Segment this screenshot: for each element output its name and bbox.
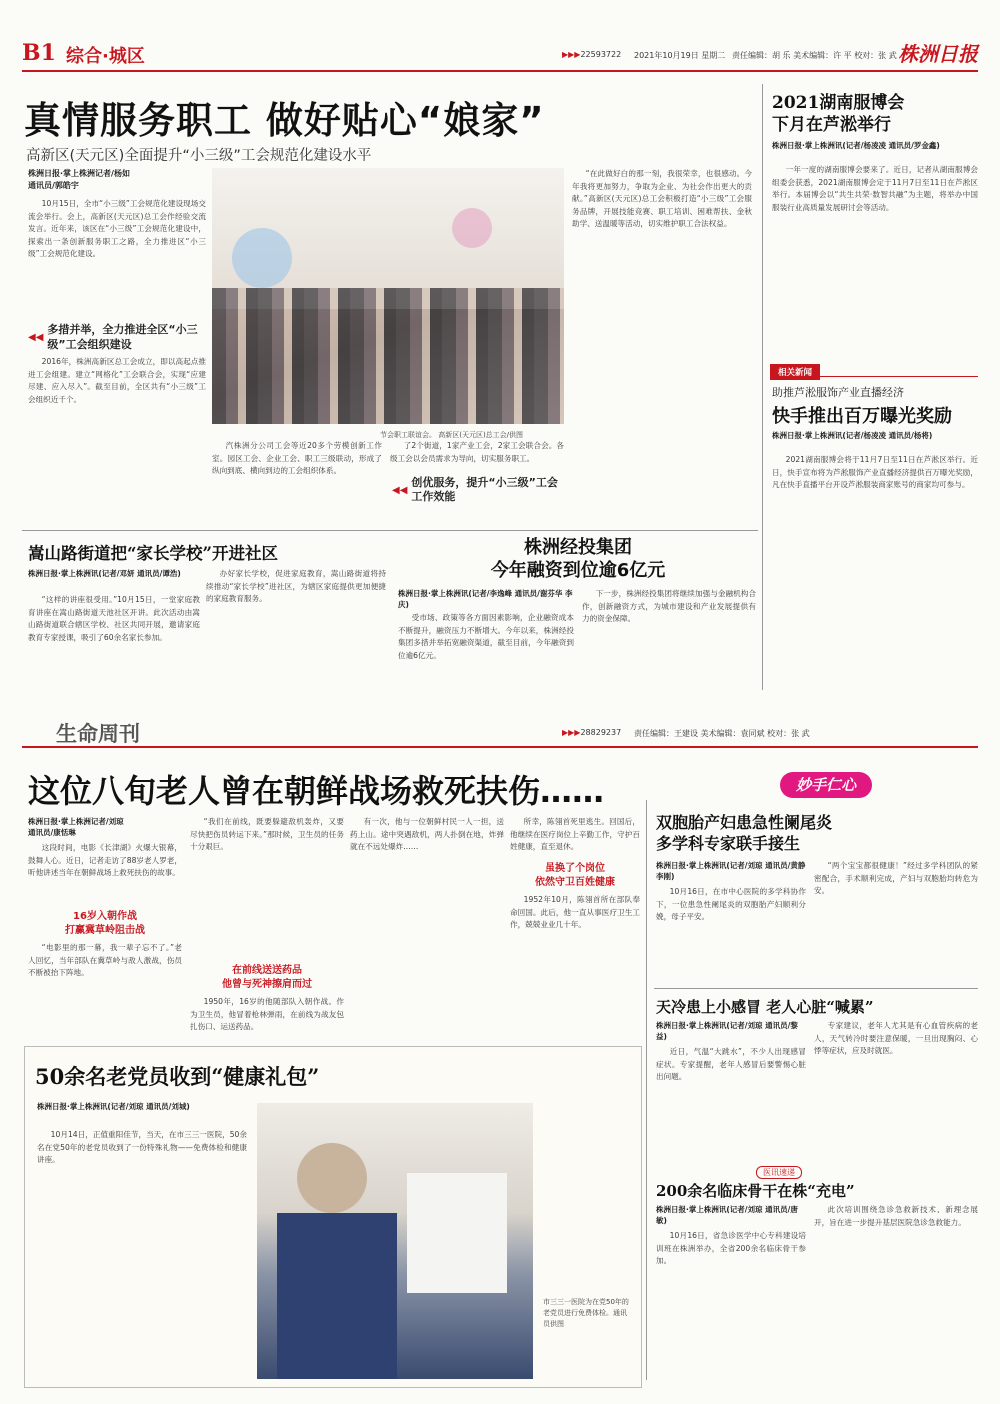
- twins-headline: 双胞胎产妇患急性阑尾炎 多学科专家联手接生: [656, 813, 833, 853]
- arrow-icon: ◀◀: [392, 484, 408, 496]
- life-col-2b: 1950年，16岁的他随部队入朝作战。作为卫生员，他冒着枪林弹雨，在前线为战友包扎伤口、运送药品。: [190, 997, 344, 1032]
- life-col-4: 所幸，陈翎首死里逃生。回国后，他继续在医疗岗位上辛勤工作，守护百姓健康，直至退休。: [510, 817, 640, 852]
- related-kicker: 助推芦淞服饰产业直播经济: [772, 386, 904, 399]
- boai-headline: 2021湖南服博会 下月在芦淞举行: [772, 93, 905, 135]
- lead-byline: 株洲日报·掌上株洲记者/杨如 通讯员/郭皓宇: [28, 169, 130, 190]
- songshan-body-2: 办好家长学校，促进家庭教育，嵩山路街道将持续推动“家长学校”进社区，为辖区家庭提供更加便捷的家庭教育服务。: [206, 569, 386, 604]
- health-gift-photo: [257, 1103, 533, 1379]
- health-gift-photo-caption: 市三三一医院为在党50年的老党员进行免费体检。通讯员供图: [543, 1298, 629, 1328]
- twins-body: 10月16日，在市中心医院的多学科协作下，一位患急性阑尾炎的双胞胎产妇顺利分娩，母子平安。: [656, 887, 806, 922]
- lead-photo: [212, 168, 564, 424]
- issue-date: 2021年10月19日 星期二: [634, 51, 726, 60]
- jingtou-byline: 株洲日报·掌上株洲讯(记者/李逸峰 通讯员/谢芬华 李庆): [398, 589, 573, 609]
- cold-byline: 株洲日报·掌上株洲讯(记者/刘琼 通讯员/黎益): [656, 1021, 798, 1041]
- cold-headline: 天冷患上小感冒 老人心脏“喊累”: [656, 998, 874, 1016]
- lead-column-1: 10月15日，全市“小三级”工会规范化建设现场交流会举行。会上，高新区(天元区)总工会作经验交流发言。近年来，该区在“小三级”工会规范化建设中，探索出一条创新服务职工之路，全力推进区“小三级”工会规范化建设。: [28, 199, 206, 259]
- editor-credits: 责任编辑：胡 乐 美术编辑：许 平 校对：张 武: [732, 51, 897, 60]
- lead-column-4: “在此做好白的那一刻，我很荣幸，也很感动。今年我将更加努力，争取为企业、为社会作出更大的贡献。”高新区(天元区)总工会积极打造“小三级”工会服务品牌，开展技能竞赛、职工培训、困难帮扶、金秋助学、送温暖等活动，切实维护职工合法权益。: [572, 169, 752, 229]
- life-headline: 这位八旬老人曾在朝鲜战场救死扶伤……: [28, 772, 605, 810]
- cold-rule: [654, 988, 978, 989]
- songshan-headline: 嵩山路街道把“家长学校”开进社区: [28, 544, 278, 563]
- paper-logo: 株洲日报: [898, 42, 978, 66]
- lead-subtitle: 高新区(天元区)全面提升“小三级”工会规范化建设水平: [26, 148, 372, 164]
- lead-photo-caption: 节会职工联谊会。 高新区(天元区)总工会/供图: [380, 431, 524, 439]
- doctors-byline: 株洲日报·掌上株洲讯(记者/刘琼 通讯员/唐敏): [656, 1205, 798, 1225]
- life-section-title: 生命周刊: [56, 722, 140, 746]
- twins-byline: 株洲日报·掌上株洲讯(记者/刘琼 通讯员/黄静 李刚): [656, 861, 806, 881]
- life-col-4b: 1952年10月，陈翎首所在部队奉命回国。此后，他一直从事医疗卫生工作，兢兢业业几十年。: [510, 895, 640, 930]
- twins-body-2: “两个宝宝都很健康！”经过多学科团队的紧密配合，手术顺利完成，产妇与双胞胎均转危为安。: [814, 861, 978, 896]
- doctors-headline: 200余名临床骨干在株“充电”: [656, 1182, 855, 1200]
- medical-news-tag: 医讯速递: [756, 1160, 978, 1174]
- lead-subhead-1: ◀◀ 多措并举，全力推进全区“小三级”工会组织建设: [28, 323, 198, 351]
- boai-byline: 株洲日报·掌上株洲讯(记者/杨凌凌 通讯员/罗金鑫): [772, 141, 940, 150]
- related-byline: 株洲日报·掌上株洲讯(记者/杨凌凌 通讯员/杨将): [772, 431, 933, 440]
- cold-body-2: 专家建议，老年人尤其是有心血管疾病的老人，天气转冷时要注意保暖，一旦出现胸闷、心悸等症状，应及时就医。: [814, 1021, 978, 1056]
- life-col-1: 这段时间，电影《长津湖》火爆大银幕，鼓舞人心。近日，记者走访了88岁老人罗老，听他讲述当年在朝鲜战场上救死扶伤的故事。: [28, 843, 182, 878]
- life-byline: 株洲日报·掌上株洲记者/刘琼 通讯员/康恬琳: [28, 817, 124, 837]
- lead-column-3: 了2个街道，1家产业工会，2家工会联合会。各级工会以会员需求为导向，切实服务职工。: [390, 441, 564, 463]
- doctors-body: 10月16日，省急诊医学中心专科建设培训班在株洲举办，全省200余名临床骨干参加。: [656, 1231, 806, 1266]
- life-sub-2: 在前线送送药品 他曾与死神擦肩而过: [222, 965, 312, 990]
- jingtou-body: 受市场、政策等各方面因素影响，企业融资成本不断提升，融资压力不断增大。今年以来，株洲经投集团多措并举拓宽融资渠道，截至目前，今年融资到位逾6亿元。: [398, 613, 574, 660]
- lead-column-1b: 2016年，株洲高新区总工会成立，即以高起点推进工会组建。建立“网格化”工会联合会，实现“应建尽建、应入尽入”。截至目前，全区共有“小三级”工会组织近千个。: [28, 357, 206, 404]
- doctors-body-2: 此次培训围绕急诊急救新技术、新理念展开，旨在进一步提升基层医院急诊急救能力。: [814, 1205, 978, 1227]
- boai-body: 一年一度的湖南服博会要来了。近日，记者从湖南服博会组委会获悉，2021湖南服博会定于11月7日至11日在芦淞区举行。本届博会以“共生共荣·数智共融”为主题，将举办中国服装行业高质量发展研讨会等活动。: [772, 165, 978, 212]
- lead-headline: 真情服务职工 做好贴心“娘家”: [24, 99, 545, 142]
- masthead-rule: [22, 70, 978, 72]
- life-col-1b: “电影里的那一幕，我一辈子忘不了。”老人回忆，当年部队在冀草岭与敌人激战，伤员不断被抬下阵地。: [28, 943, 182, 978]
- life-sub-1: 16岁入朝作战 打赢冀草岭阻击战: [65, 911, 145, 936]
- health-gift-byline: 株洲日报·掌上株洲讯(记者/刘琼 通讯员/刘城): [37, 1102, 190, 1111]
- life-credits: 责任编辑：王建设 美术编辑：袁同斌 校对：张 武: [634, 729, 810, 738]
- health-gift-body: 10月14日，正值重阳佳节，当天，在市三三一医院，50余名在党50年的老党员收到了一份特殊礼物——免费体检和健康讲座。: [37, 1130, 247, 1165]
- related-headline: 快手推出百万曝光奖励: [772, 406, 952, 427]
- life-col-3: 有一次，他与一位朝鲜村民一人一担，送药上山。途中突遇敌机，两人扑倒在地，炸弹就在不远处爆炸……: [350, 817, 504, 852]
- column-divider: [762, 84, 763, 690]
- lead-column-2: 汽株洲分公司工会等近20多个劳模创新工作室。园区工会、企业工会、职工三级联动，形成了纵向到底、横向到边的工会组织体系。: [212, 441, 382, 476]
- life-section-bar: [22, 714, 978, 748]
- life-rule: [22, 746, 978, 748]
- health-gift-box: [24, 1046, 642, 1388]
- related-news-tag: 相关新闻: [770, 360, 978, 377]
- arrow-icon: ◀◀: [28, 331, 44, 343]
- masthead: [22, 40, 978, 72]
- life-hotline: ▶▶▶28829237: [562, 728, 622, 737]
- life-sub-3: 虽换了个岗位 依然守卫百姓健康: [535, 863, 615, 888]
- life-divider: [646, 800, 647, 1380]
- songshan-byline: 株洲日报·掌上株洲讯(记者/邓妍 通讯员/谭浩): [28, 569, 181, 578]
- songshan-body: “这样的讲座很受用。”10月15日，一堂家庭教育讲座在嵩山路街道天池社区开讲。此次活动由嵩山路街道联合辖区学校、社区共同开展，邀请家庭教育专家授课，吸引了60余名家长参加。: [28, 595, 200, 642]
- section-rule: [22, 530, 758, 531]
- jingtou-body-2: 下一步，株洲经投集团将继续加强与金融机构合作，创新融资方式，为城市建设和产业发展提供有力的资金保障。: [582, 589, 756, 624]
- section-title: 综合·城区: [66, 46, 145, 67]
- hotline: ▶▶▶22593722: [562, 50, 622, 59]
- miaoshou-badge: 妙手仁心: [780, 772, 872, 798]
- life-col-2: “我们在前线，既要躲避敌机轰炸，又要尽快把伤员转运下来。”那时候，卫生员的任务十分艰巨。: [190, 817, 344, 852]
- lead-subhead-2: ◀◀ 创优服务，提升“小三级”工会工作效能: [392, 476, 558, 503]
- health-gift-headline: 50余名老党员收到“健康礼包”: [35, 1064, 320, 1089]
- jingtou-headline: 株洲经投集团 今年融资到位逾6亿元: [490, 537, 666, 581]
- related-body: 2021湖南服博会将于11月7日至11日在芦淞区举行。近日，快手宣布将为芦淞服饰产业直播经济提供百万曝光奖励，凡在快手直播平台开设芦淞服装商家账号的商家均可参与。: [772, 455, 978, 490]
- page-number: B1: [22, 40, 56, 66]
- cold-body: 近日，气温“大跳水”，不少人出现感冒症状。专家提醒，老年人感冒后要警惕心脏出问题。: [656, 1047, 806, 1082]
